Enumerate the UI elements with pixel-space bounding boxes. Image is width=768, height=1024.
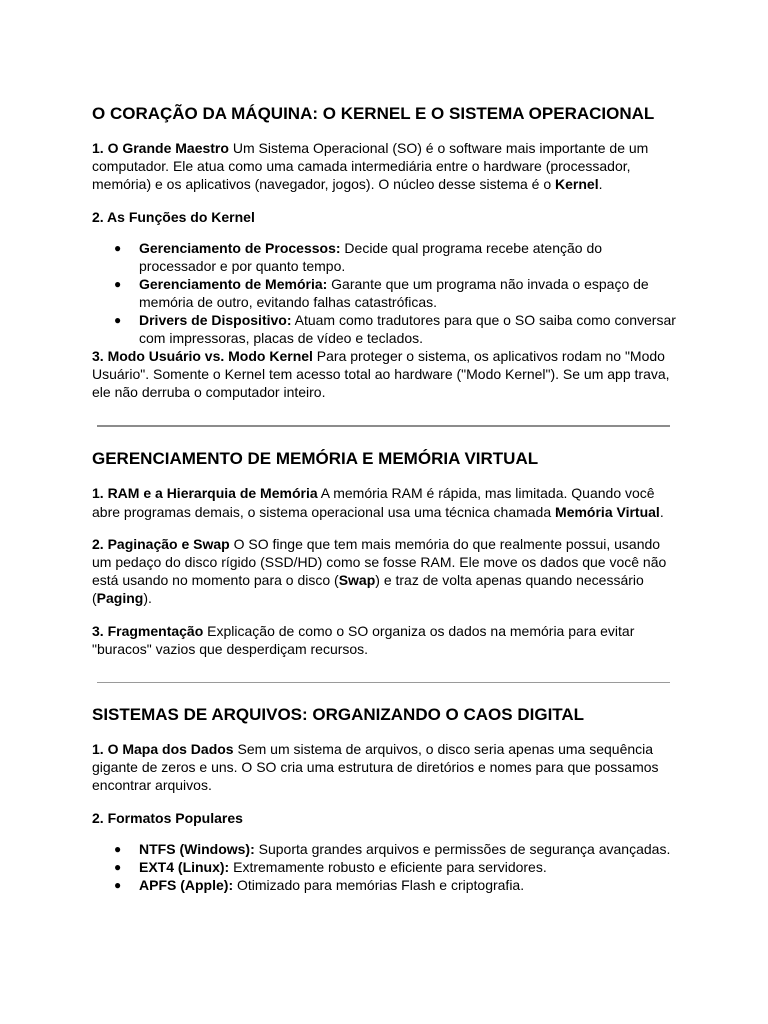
section-heading: GERENCIAMENTO DE MEMÓRIA E MEMÓRIA VIRTUAL [92,449,539,469]
bold-text: Memória Virtual [555,503,660,520]
list-item [92,840,676,858]
section-heading: O CORAÇÃO DA MÁQUINA: O KERNEL E O SISTEMA OPERACIONAL [92,104,655,123]
bold-text: APFS (Apple): [139,876,234,893]
paragraph-mapa-dados [92,740,676,795]
list-item [92,239,676,275]
paragraph-modo-usuario [92,347,676,402]
bold-text: Paging [96,590,144,607]
bullet-icon: ● [114,276,122,291]
text-run: Extremamente robusto e eficiente para servidores. [229,858,547,875]
text-run: Atuam como tradutores para que o SO saiba como conversar com impressoras, placas de vídeo e teclados. [139,311,676,346]
bullet-icon: ● [114,312,122,327]
bullet-icon: ● [114,841,122,856]
section-arquivos [92,705,676,894]
bold-text: NTFS (Windows): [139,840,255,857]
bold-text: 3. Fragmentação [92,622,204,639]
section-kernel [92,104,676,401]
text-run: A memória RAM é rápida, mas limitada. Quando você abre programas demais, o sistema operacional usa uma técnica chamada [92,485,655,520]
list-item-text [139,276,649,310]
text-run: Explicação de como o SO organiza os dados na memória para evitar "buracos" vazios que desperdiçam recursos. [92,622,635,657]
bold-text: Drivers de Dispositivo: [139,311,292,328]
text-run: Garante que um programa não invada o espaço de memória de outro, evitando falhas catastróficas. [139,275,649,310]
bold-text: 3. Modo Usuário vs. Modo Kernel [92,347,313,364]
list-item [92,876,676,894]
section-divider [97,682,670,683]
text-run: Para proteger o sistema, os aplicativos rodam no "Modo Usuário". Somente o Kernel tem acesso total ao hardware ("Modo Kernel"). Se um app trava, ele não derruba o computador inteiro. [92,347,670,401]
paragraph-ram [92,484,676,520]
text-run: Decide qual programa recebe atenção do processador e por quanto tempo. [139,239,603,274]
bold-text: Gerenciamento de Memória: [139,275,328,292]
list-item-text [139,312,676,346]
section-divider [97,425,670,427]
list-item-text [139,859,547,875]
file-formats-list [92,840,676,894]
bold-text: 1. O Grande Maestro [92,140,229,156]
bullet-icon: ● [114,240,122,255]
text-run: ). [143,590,152,607]
text-run: Otimizado para memórias Flash e criptografia. [233,876,525,893]
bold-text: 2. Paginação e Swap [92,535,230,552]
subheading-funcoes-kernel: 2. As Funções do Kernel [92,208,255,225]
bold-text: Swap [338,572,376,589]
list-item [92,311,676,347]
paragraph-grande-maestro [92,139,676,194]
text-run: Suporta grandes arquivos e permissões de segurança avançadas. [254,840,671,857]
list-item-text [139,841,670,857]
text-run: Sem um sistema de arquivos, o disco seria apenas uma sequência gigante de zeros e uns. O SO cria uma estrutura de diretórios e nomes para que possamos encontrar arquivos. [92,741,659,794]
list-item [92,275,676,311]
kernel-functions-list [92,239,676,347]
bold-text: EXT4 (Linux): [139,858,230,875]
text-run: . [659,503,664,520]
bullet-icon: ● [114,877,122,892]
list-item [92,858,676,876]
section-heading: SISTEMAS DE ARQUIVOS: ORGANIZANDO O CAOS DIGITAL [92,705,585,725]
list-item-text [139,877,524,893]
bold-text: Gerenciamento de Processos: [139,239,341,256]
text-run: ) e traz de volta apenas quando necessário ( [92,572,644,607]
bold-text: Kernel [555,176,599,193]
text-run: . [598,176,603,193]
bullet-icon: ● [114,859,122,874]
text-run: Um Sistema Operacional (SO) é o software mais importante de um computador. Ele atua como uma camada intermediária entre o hardware (processador, memória) e os aplicativos (navegador, jogos). O núcleo desse sistema é o [92,140,649,193]
text-run: O SO finge que tem mais memória do que realmente possui, usando um pedaço do disco rígido (SSD/HD) como se fosse RAM. Ele move os dados que você não está usando no momento para o disco ( [92,535,667,589]
paragraph-paginacao [92,535,676,608]
subheading-formatos: 2. Formatos Populares [92,809,243,826]
section-memoria [92,449,676,658]
bold-text: 1. O Mapa dos Dados [92,741,234,758]
paragraph-fragmentacao [92,622,676,658]
list-item-text [139,240,602,274]
bold-text: 1. RAM e a Hierarquia de Memória [92,485,318,502]
